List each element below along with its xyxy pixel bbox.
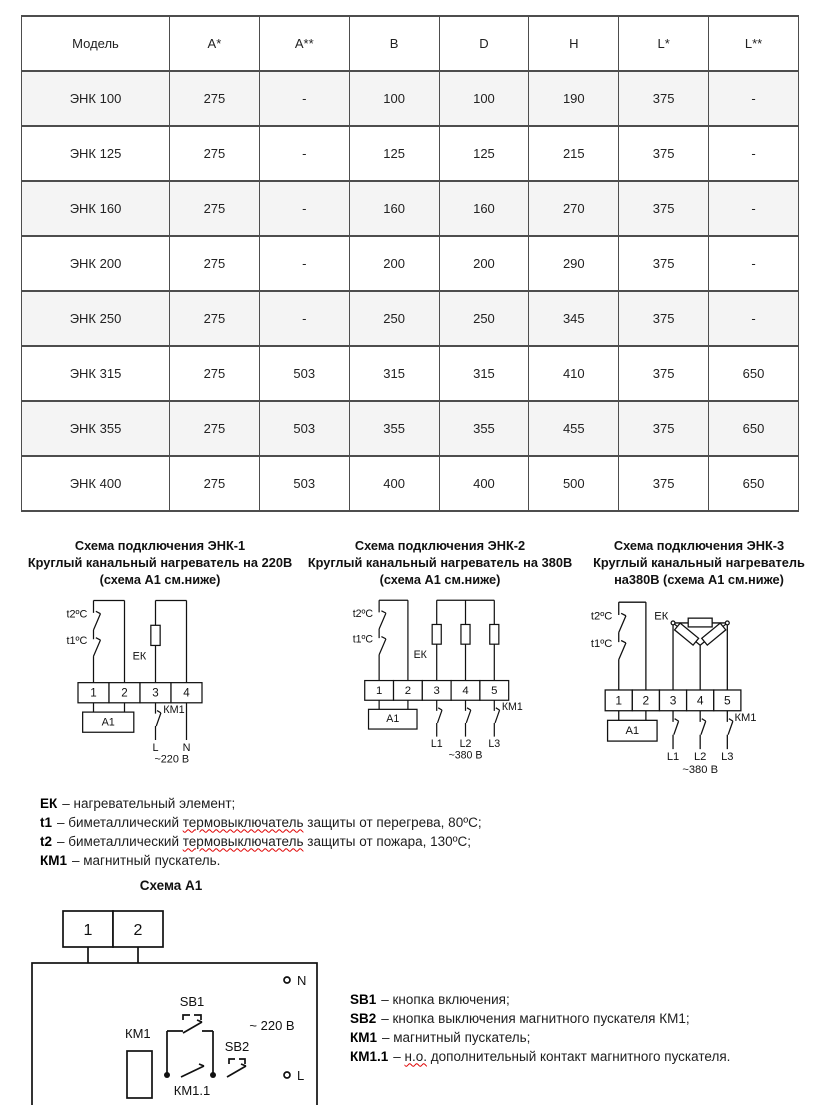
cell: 275 [170, 71, 260, 126]
terminal-number: 2 [133, 921, 143, 939]
diagram-enk1-title [20, 538, 300, 589]
sb1-label: SB1 [179, 993, 205, 1009]
cell: 375 [619, 346, 709, 401]
enk1-terminal-strip [78, 682, 202, 702]
legend-item [40, 794, 820, 813]
cell: 650 [709, 346, 799, 401]
cell: 375 [619, 401, 709, 456]
cell: 650 [709, 401, 799, 456]
legend-text: дополнительный контакт магнитного пускателя. [427, 1048, 731, 1064]
cell: 215 [529, 126, 619, 181]
terminal-number: 3 [433, 684, 440, 697]
cell: 315 [349, 346, 439, 401]
cell: 275 [170, 456, 260, 511]
cell: - [259, 291, 349, 346]
diagram-enk1 [20, 538, 300, 770]
km1-label: КМ1 [734, 711, 757, 724]
legend-text: – биметаллический [57, 833, 183, 849]
table-row [22, 126, 799, 181]
phase-label: L2 [693, 750, 707, 763]
t2-label: t2ºC [66, 608, 88, 621]
cell-model: ЭНК 100 [22, 71, 170, 126]
cell: - [709, 71, 799, 126]
heater-element-ek [151, 625, 160, 645]
legend-item [350, 990, 730, 1009]
legend-term: SB2 [350, 1010, 377, 1026]
table-row [22, 291, 799, 346]
legend-underlined: н.о. [404, 1048, 427, 1064]
dimensions-table [21, 15, 799, 512]
cell: 503 [259, 346, 349, 401]
phase-label: N [182, 741, 191, 754]
cell: - [259, 126, 349, 181]
phase-label: L3 [487, 737, 500, 750]
legend-term: t1 [40, 814, 53, 830]
terminal-number: 1 [615, 693, 623, 708]
km1-label: КМ1 [501, 700, 523, 713]
cell: 355 [439, 401, 529, 456]
table-header-row [22, 16, 799, 71]
cell: 100 [439, 71, 529, 126]
cell: 270 [529, 181, 619, 236]
a1-label: А1 [385, 712, 399, 725]
legend-item [40, 851, 820, 870]
title-line: Круглый канальный нагреватель на 220В [27, 554, 293, 570]
diagram-enk2-title [300, 538, 580, 589]
heater-delta-ek [671, 618, 729, 645]
km1-coil [127, 1051, 152, 1098]
cell: - [259, 236, 349, 291]
enk3-circuit-svg [589, 591, 789, 781]
km1-1-label: КМ1.1 [173, 1082, 211, 1098]
cell: 275 [170, 401, 260, 456]
cell: 250 [439, 291, 529, 346]
table-row [22, 71, 799, 126]
terminal-number: 1 [90, 686, 97, 700]
legend-term: КМ1.1 [350, 1048, 389, 1064]
a1-terminal-strip [63, 911, 163, 947]
title-line: Круглый канальный нагреватель [593, 554, 805, 570]
t1-label: t1ºC [66, 634, 88, 647]
cell: 650 [709, 456, 799, 511]
legend-text: – [393, 1048, 405, 1064]
n-label: N [297, 972, 307, 988]
phase-label: L [152, 741, 159, 754]
cell: 500 [529, 456, 619, 511]
a1-label: А1 [625, 724, 640, 737]
l-label: L [297, 1067, 305, 1083]
phase-label: L2 [459, 737, 471, 750]
table-row [22, 236, 799, 291]
enk3-terminal-strip [605, 690, 741, 711]
legend-text: защиты от пожара, 130ºС; [303, 833, 472, 849]
phase-label: L1 [666, 750, 680, 763]
cell: 503 [259, 456, 349, 511]
ek-label: ЕК [413, 648, 427, 661]
terminal-number: 1 [375, 684, 382, 697]
terminal-number: 2 [121, 686, 128, 700]
cell: 375 [619, 181, 709, 236]
legend-text: – кнопка выключения магнитного пускателя КМ1; [381, 1010, 690, 1026]
legend-text: – кнопка включения; [381, 991, 510, 1007]
cell-model: ЭНК 250 [22, 291, 170, 346]
enk1-circuit-svg [47, 591, 233, 765]
legend-term: ЕК [40, 795, 58, 811]
cell: 375 [619, 71, 709, 126]
a1-legend [350, 990, 730, 1066]
title-line: на380В (схема А1 см.ниже) [614, 571, 784, 587]
n-terminal-circle [284, 977, 290, 983]
column-header: H [529, 16, 619, 71]
a1-diagram-block [20, 878, 322, 1105]
cell: - [709, 126, 799, 181]
title-line: Схема подключения ЭНК-1 [74, 538, 246, 553]
cell: 275 [170, 126, 260, 181]
legend-item [40, 813, 820, 832]
terminal-number: 1 [83, 921, 93, 939]
legend-item [350, 1047, 730, 1066]
table-row [22, 181, 799, 236]
phase-label: L3 [721, 750, 734, 763]
table-row [22, 346, 799, 401]
cell: - [259, 181, 349, 236]
ek-label: ЕК [132, 650, 147, 663]
cell: 290 [529, 236, 619, 291]
voltage-label: ~ 220 В [249, 1017, 295, 1033]
cell: 375 [619, 126, 709, 181]
legend-text: – магнитный пускатель. [72, 852, 221, 868]
t2-label: t2ºC [352, 607, 373, 620]
column-header: D [439, 16, 529, 71]
voltage-label: ~220 В [154, 753, 190, 765]
cell-model: ЭНК 315 [22, 346, 170, 401]
components-legend [40, 794, 820, 870]
column-header: B [349, 16, 439, 71]
cell: 315 [439, 346, 529, 401]
voltage-label: ~380 В [682, 763, 719, 776]
cell: 200 [349, 236, 439, 291]
cell: 100 [349, 71, 439, 126]
cell: 160 [439, 181, 529, 236]
junction-dot [210, 1072, 216, 1078]
column-header: L** [709, 16, 799, 71]
enk2-circuit-svg [342, 591, 539, 761]
phase-label: L1 [430, 737, 443, 750]
km1-label: КМ1 [163, 703, 185, 716]
heater-elements-ek [432, 624, 499, 644]
cell: 503 [259, 401, 349, 456]
cell: 125 [349, 126, 439, 181]
legend-text: – магнитный пускатель; [382, 1029, 531, 1045]
wiring-diagrams-row [0, 538, 820, 786]
sb2-label: SB2 [224, 1038, 250, 1054]
legend-item [350, 1028, 730, 1047]
cell: 275 [170, 291, 260, 346]
diagram-enk2 [300, 538, 580, 766]
t1-label: t1ºC [590, 637, 613, 650]
cell-model: ЭНК 355 [22, 401, 170, 456]
cell: 275 [170, 181, 260, 236]
terminal-number: 3 [152, 686, 159, 700]
legend-underlined: термовыключатель [182, 833, 304, 849]
voltage-label: ~380 В [448, 749, 482, 761]
cell: 200 [439, 236, 529, 291]
cell-model: ЭНК 125 [22, 126, 170, 181]
cell-model: ЭНК 200 [22, 236, 170, 291]
column-header: A* [170, 16, 260, 71]
t1-label: t1ºC [352, 633, 373, 646]
cell: - [709, 181, 799, 236]
a1-section [0, 878, 820, 1105]
cell: 400 [439, 456, 529, 511]
title-line: (схема А1 см.ниже) [379, 571, 501, 587]
terminal-number: 2 [642, 693, 650, 708]
title-line: (схема А1 см.ниже) [99, 571, 221, 587]
legend-term: КМ1 [350, 1029, 377, 1045]
a1-circuit-svg [20, 898, 320, 1105]
km1-label: КМ1 [125, 1025, 151, 1041]
ek-label: ЕК [654, 610, 669, 623]
terminal-number: 5 [490, 684, 497, 697]
a1-diagram-title: Схема А1 [139, 877, 203, 893]
legend-text: – нагревательный элемент; [62, 795, 236, 811]
column-header: Модель [22, 16, 170, 71]
cell: 400 [349, 456, 439, 511]
legend-term: КМ1 [40, 852, 67, 868]
legend-term: SB1 [350, 991, 377, 1007]
cell: 410 [529, 346, 619, 401]
cell: - [259, 71, 349, 126]
cell: 125 [439, 126, 529, 181]
terminal-number: 4 [461, 684, 469, 697]
cell: 345 [529, 291, 619, 346]
junction-dot [164, 1072, 170, 1078]
column-header: A** [259, 16, 349, 71]
title-line: Круглый канальный нагреватель на 380В [307, 554, 573, 570]
a1-label: А1 [101, 715, 115, 728]
terminal-number: 2 [404, 684, 411, 697]
table-row [22, 456, 799, 511]
cell: 250 [349, 291, 439, 346]
table-row [22, 401, 799, 456]
cell: 355 [349, 401, 439, 456]
cell: 375 [619, 291, 709, 346]
terminal-number: 4 [696, 693, 704, 708]
column-header: L* [619, 16, 709, 71]
t2-label: t2ºC [590, 610, 613, 623]
legend-text: – биметаллический [57, 814, 183, 830]
cell-model: ЭНК 160 [22, 181, 170, 236]
title-line: Схема подключения ЭНК-2 [354, 538, 526, 553]
enk2-terminal-strip [364, 680, 508, 700]
legend-text: защиты от перегрева, 80ºС; [303, 814, 482, 830]
cell: 275 [170, 236, 260, 291]
cell: 375 [619, 236, 709, 291]
terminal-number: 4 [183, 686, 190, 700]
cell-model: ЭНК 400 [22, 456, 170, 511]
title-line: Схема подключения ЭНК-3 [613, 538, 785, 553]
terminal-number: 3 [669, 693, 677, 708]
legend-item [40, 832, 820, 851]
cell: 455 [529, 401, 619, 456]
cell: 275 [170, 346, 260, 401]
cell: 160 [349, 181, 439, 236]
cell: 375 [619, 456, 709, 511]
cell: - [709, 236, 799, 291]
l-terminal-circle [284, 1072, 290, 1078]
legend-item [350, 1009, 730, 1028]
diagram-enk3 [580, 538, 818, 786]
legend-term: t2 [40, 833, 53, 849]
legend-underlined: термовыключатель [182, 814, 304, 830]
diagram-enk3-title [580, 538, 818, 589]
cell: 190 [529, 71, 619, 126]
cell: - [709, 291, 799, 346]
terminal-number: 5 [723, 693, 731, 708]
